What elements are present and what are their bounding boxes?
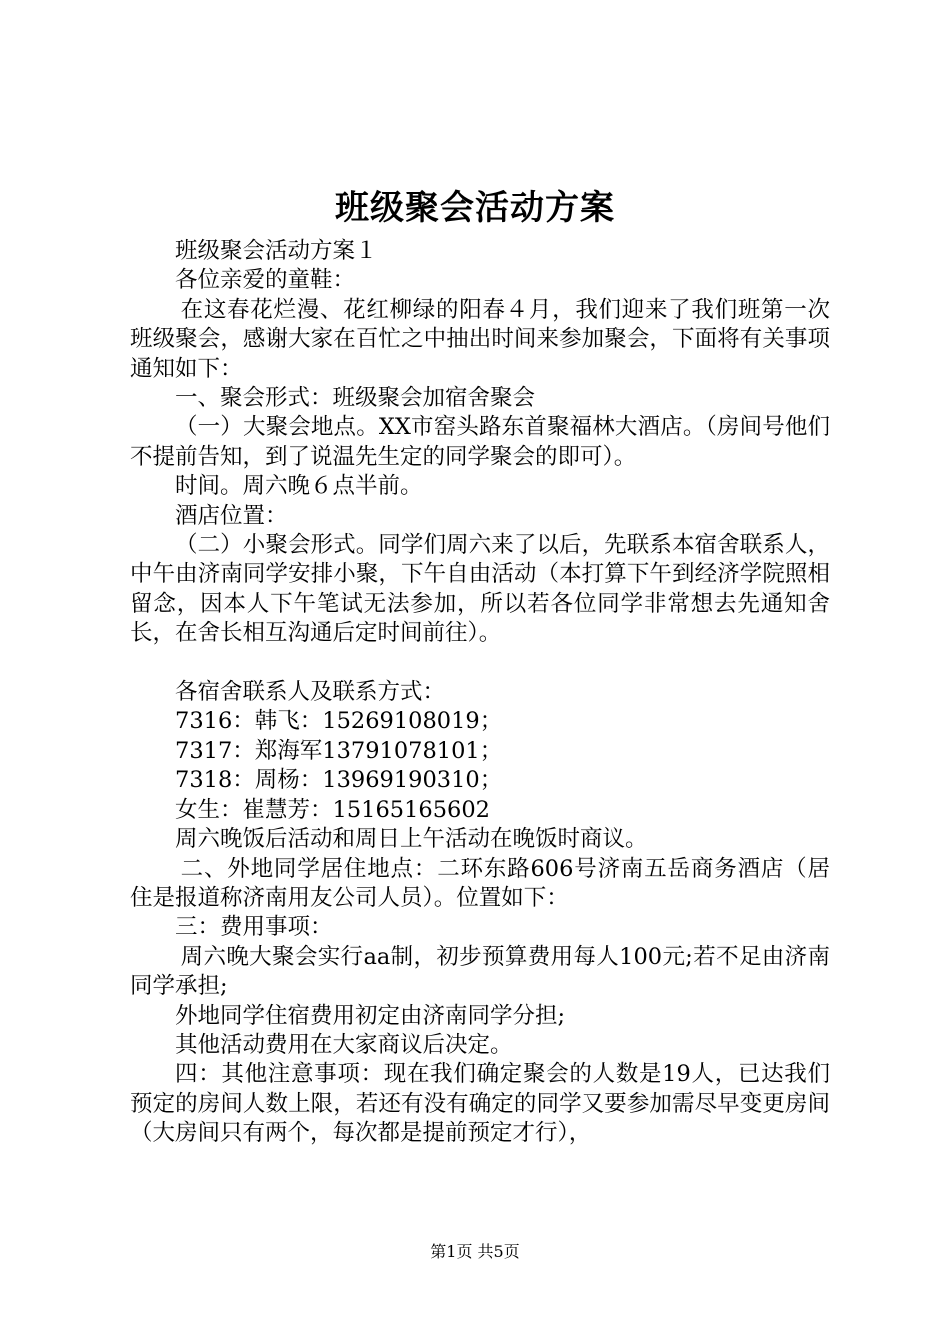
paragraph-small-gathering: （二）小聚会形式。同学们周六来了以后，先联系本宿舍联系人，中午由济南同学安排小聚，下午自由活动（本打算下午到经济学院照相留念，因本人下午笔试无法参加，所以若各位同学非常想去先通知舍长，在舍长相互沟通后定时间前往）。 (130, 532, 830, 647)
paragraph-hotel-location: 酒店位置： (175, 502, 288, 529)
document-title: 班级聚会活动方案 (335, 188, 615, 228)
paragraph-subtitle: 班级聚会活动方案１ (175, 238, 378, 264)
blank-line (130, 649, 830, 678)
paragraph-contacts-heading: 各宿舍联系人及联系方式： (175, 679, 446, 706)
contact-line: 女生：崔慧芳：15165165602 (175, 796, 490, 823)
paragraph-activities: 周六晚饭后活动和周日上午活动在晚饭时商议。 (175, 826, 648, 853)
paragraph-cost-other: 其他活动费用在大家商议后决定。 (175, 1031, 513, 1058)
paragraph-section-4: 四：其他注意事项：现在我们确定聚会的人数是19人，已达我们预定的房间人数上限，若还有没有确定的同学又要参加需尽早变更房间（大房间只有两个，每次都是提前预定才行）， (130, 1061, 830, 1147)
contact-line: 7318：周杨：13969190310； (175, 767, 503, 794)
paragraph-section-3: 三：费用事项： (175, 914, 333, 941)
paragraph-greeting: 各位亲爱的童鞋： (175, 267, 356, 294)
paragraph-intro: 在这春花烂漫、花红柳绿的阳春４月，我们迎来了我们班第一次班级聚会，感谢大家在百忙之中抽出时间来参加聚会，下面将有关事项通知如下： (130, 296, 830, 382)
page-indicator: 第1页 共5页 (430, 1242, 520, 1261)
document-body (130, 237, 830, 1149)
paragraph-section-2: 二、外地同学居住地点：二环东路606号济南五岳商务酒店（居住是报道称济南用友公司人员）。位置如下： (130, 855, 830, 911)
contact-line: 7317：郑海军13791078101； (175, 737, 503, 764)
paragraph-time: 时间。周六晚６点半前。 (175, 473, 423, 500)
paragraph-cost-lodging: 外地同学住宿费用初定由济南同学分担; (175, 1002, 566, 1029)
contact-line: 7316：韩飞：15269108019； (175, 708, 503, 735)
paragraph-cost-dinner: 周六晚大聚会实行aa制，初步预算费用每人100元;若不足由济南同学承担; (130, 943, 830, 1000)
paragraph-section-1: 一、聚会形式：班级聚会加宿舍聚会 (175, 385, 536, 412)
paragraph-big-gathering: （一）大聚会地点。XX市窑头路东首聚福林大酒店。（房间号他们不提前告知，到了说温先生定的同学聚会的即可）。 (130, 414, 830, 470)
